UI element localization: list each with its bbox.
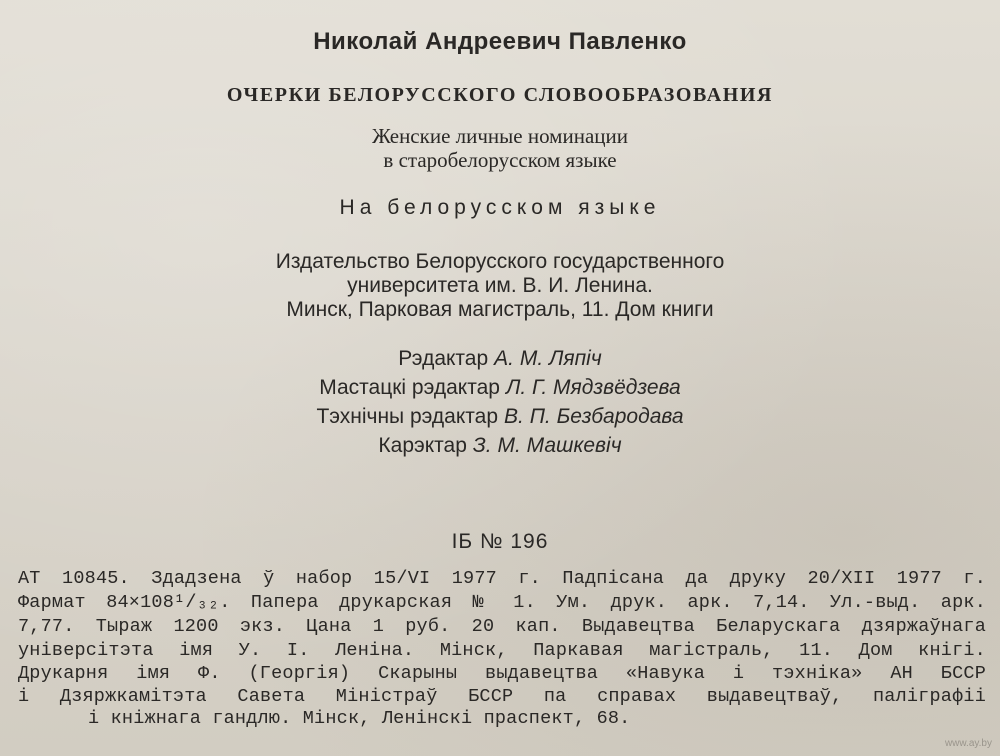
credit-proofreader (0, 434, 1000, 458)
language-note: На белорусском языке (339, 196, 661, 219)
author-name: Николай Андреевич Павленко (313, 28, 687, 55)
imprint-line: і Дзяржкамітэта Савета Міністраў БССР па справах выдавецтваў, паліграфіі (18, 686, 986, 707)
credit-role: Карэктар (378, 434, 467, 457)
credit-tech-editor (0, 405, 1000, 429)
credit-person: В. П. Безбародава (504, 405, 684, 428)
credit-person: Л. Г. Мядзвёдзева (505, 376, 681, 399)
imprint-line: і кніжнага гандлю. Мінск, Ленінскі праспект, 68. (88, 708, 631, 729)
ib-number: ІБ № 196 (451, 530, 549, 553)
book-title: ОЧЕРКИ БЕЛОРУССКОГО СЛОВООБРАЗОВАНИЯ (226, 84, 774, 106)
credit-person: А. М. Ляпіч (494, 347, 602, 370)
watermark: www.ay.by (944, 738, 992, 749)
imprint-line: Фармат 84×108¹/₃₂. Папера друкарская № 1. Ум. друк. арк. 7,14. Ул.-выд. арк. (18, 592, 986, 613)
credit-editor (0, 347, 1000, 371)
subtitle-line: в старобелорусском языке (383, 148, 617, 172)
imprint-line: АТ 10845. Здадзена ў набор 15/VI 1977 г. Падпісана да друку 20/XII 1977 г. (18, 568, 986, 589)
credit-role: Рэдактар (398, 347, 489, 370)
imprint-line: 7,77. Тыраж 1200 экз. Цана 1 руб. 20 кап. Выдавецтва Беларускага дзяржаўнага (18, 616, 986, 637)
publisher-line: Издательство Белорусского государственного (275, 250, 725, 273)
imprint-line: Друкарня імя Ф. (Георгія) Скарыны выдавецтва «Навука і тэхніка» АН БССР (18, 663, 986, 684)
credit-person: З. М. Машкевіч (472, 434, 622, 457)
imprint-line: універсітэта імя У. І. Леніна. Мінск, Паркавая магістраль, 11. Дом кнігі. (18, 640, 986, 661)
publisher-line: университета им. В. И. Ленина. (347, 274, 653, 297)
credit-role: Тэхнічны рэдактар (316, 405, 499, 428)
subtitle-line: Женские личные номинации (372, 124, 628, 148)
publisher-line: Минск, Парковая магистраль, 11. Дом книги (286, 298, 714, 321)
credit-art-editor (0, 376, 1000, 400)
credit-role: Мастацкі рэдактар (319, 376, 500, 399)
